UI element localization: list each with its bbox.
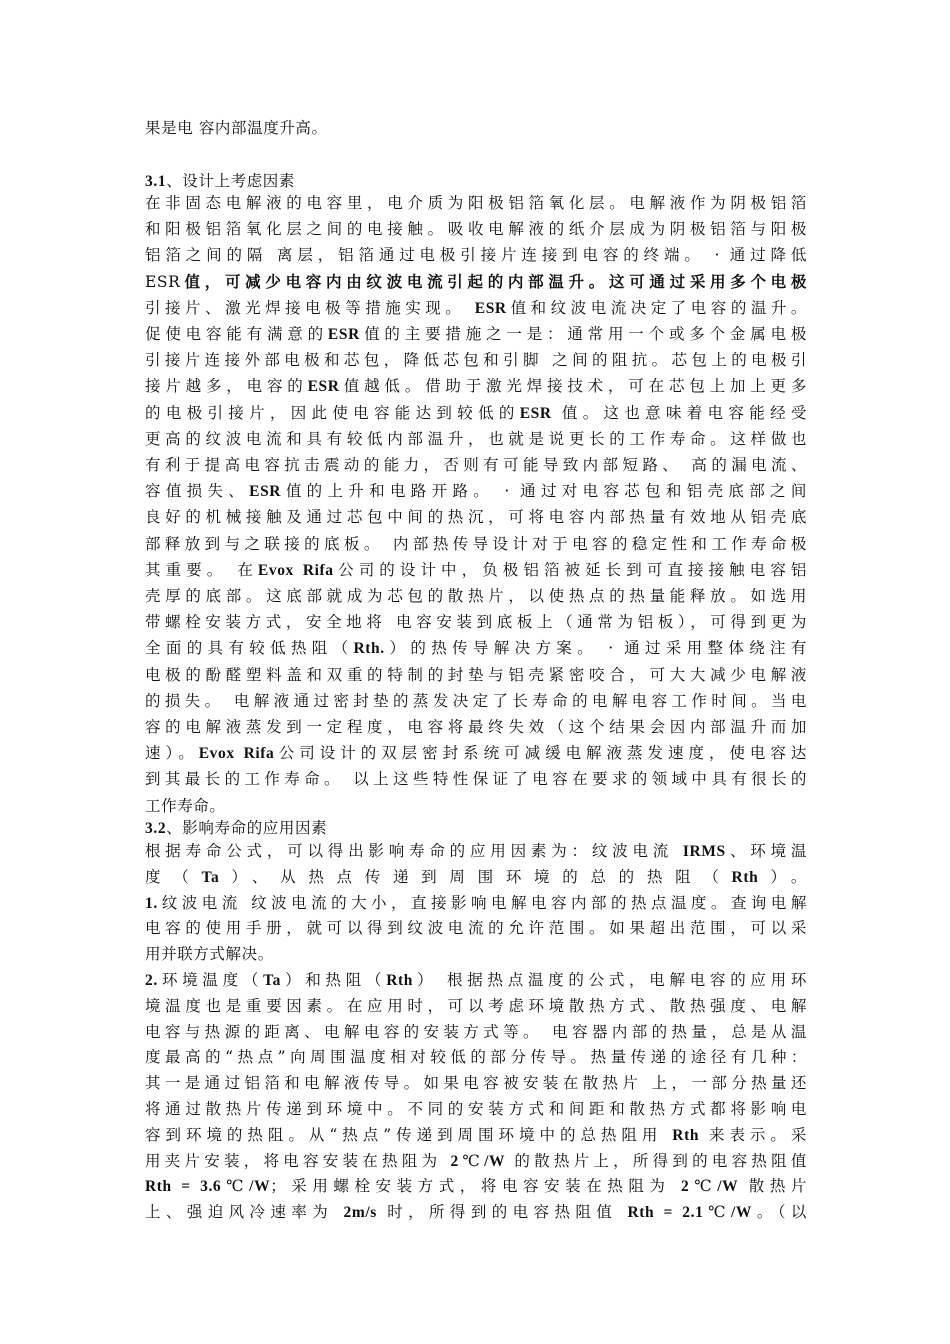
bold-term: Rth	[386, 972, 414, 989]
text-line	[145, 504, 807, 530]
text-run: 促使电容能有满意的	[145, 325, 328, 343]
text-run: 电容的使用手册，就可以得到纹波电流的允许范围。如果超出范围，可以采	[145, 919, 807, 938]
text-line	[145, 400, 807, 426]
text-line	[145, 321, 807, 347]
bold-term: /W	[717, 1178, 739, 1196]
bold-term: 1.	[145, 894, 158, 912]
bold-term: IRMS	[682, 843, 726, 860]
text-line	[145, 190, 807, 216]
text-line	[145, 662, 807, 688]
text-line	[145, 347, 807, 373]
text-run: 公司设计的双层密封系统可减缓电解液蒸发速度，使电容达	[274, 744, 807, 763]
text-run: 引接片连接外部电极和芯包，降低芯包和引脚 之间的阻抗。芯包上的电极引	[145, 351, 807, 370]
text-run: 其一是通过铝箔和电解液传导。如果电容被安装在散热片 上，一部分热量还	[145, 1074, 807, 1093]
text-run: 将通过散热片传递到环境中。不同的安装方式和间距和散热方式都将影响电	[145, 1100, 807, 1118]
text-run: 更高的纹波电流和具有较低内部温升，也就是说更长的工作寿命。这样做也	[145, 429, 807, 448]
text-run: 良好的机械接触及通过芯包中间的热沉，可将电容内部热量有效地从铝壳底	[145, 508, 807, 527]
bold-term: ESR	[519, 404, 552, 422]
text-run: 在非固态电解液的电容里，电介质为阳极铝箔氧化层。电解液作为阴极铝箔	[145, 194, 807, 212]
text-line	[145, 941, 807, 967]
text-line	[145, 216, 807, 242]
text-run: ℃	[689, 1177, 718, 1196]
text-line	[145, 452, 807, 478]
bold-term: ESR	[307, 378, 340, 396]
text-line	[145, 740, 807, 766]
text-run: 散热片	[738, 1177, 807, 1196]
bold-term: Rth	[672, 1126, 700, 1144]
section-title: 、影响寿命的应用因素	[166, 819, 328, 837]
text-run: 引接片、激光焊接电极等措施实现。	[145, 298, 475, 317]
text-run: 铝箔之间的隔 离层，铝箔通过电极引接片连接到电容的终端。 · 通过降低	[145, 246, 807, 265]
text-line	[145, 426, 807, 452]
text-run: 的散热片上，所得到的电容热阻值	[505, 1151, 807, 1170]
text-line	[145, 1096, 807, 1122]
text-run: 接片越多，电容的	[145, 377, 308, 396]
text-run: ）。	[758, 867, 808, 886]
text-line	[145, 478, 807, 504]
text-run: 容值损失、	[145, 482, 250, 501]
text-run: 来表示。采	[699, 1125, 807, 1144]
text-line	[145, 838, 807, 864]
bold-term: 2.	[145, 972, 158, 989]
text-run: 壳厚的底部。这底部就成为芯包的散热片，以使热点的热量能释放。如选用	[145, 587, 807, 605]
text-line	[145, 1173, 807, 1199]
text-line	[145, 864, 807, 890]
text-line	[145, 635, 807, 661]
text-run: 容到环境的热阻。从“热点”传递到周围环境中的总热阻用	[145, 1125, 673, 1144]
text-run: 、环境温	[725, 842, 807, 860]
bold-term: 2m/s	[343, 1204, 377, 1222]
text-line	[145, 373, 807, 399]
text-line	[145, 557, 807, 583]
section-number: 3.1	[145, 173, 167, 190]
section-number: 3.2	[145, 820, 167, 837]
text-run: 值和纹波电流决定了电容的温升。	[506, 298, 807, 317]
bold-term: Ta	[201, 868, 220, 886]
text-line	[145, 242, 807, 268]
text-run: 的损失。 电解液通过密封垫的蒸发决定了长寿命的电解电容工作时间。当电	[145, 691, 807, 710]
text-run: 全面的具有较低热阻（	[145, 639, 354, 658]
text-run: 到其最长的工作寿命。 以上这些特性保证了电容在要求的领域中具有很长的	[145, 770, 807, 789]
text-line	[145, 1044, 807, 1070]
text-run: 值。这也意味着电容能经受	[551, 403, 807, 422]
text-run: 上、强迫风冷速率为	[145, 1203, 344, 1222]
text-run: 值的上升和电路开路。 · 通过对电容芯包和铝壳底部之间	[281, 482, 807, 501]
text-line	[145, 583, 807, 609]
text-line	[145, 688, 807, 714]
text-run: 环境温度（	[157, 971, 264, 989]
text-line	[145, 1019, 807, 1045]
text-run: 时，所得到的电容热阻值	[376, 1203, 628, 1222]
bold-term: Rth	[731, 868, 759, 886]
bold-term: 2	[450, 1152, 459, 1170]
text-run: ℃	[703, 1203, 732, 1222]
text-line	[145, 714, 807, 740]
bold-term: Rth = 3.6	[145, 1178, 222, 1196]
bold-term: Rth.	[353, 640, 385, 658]
text-run: 果是电 容内部温度升高。	[145, 119, 328, 137]
text-line	[145, 295, 807, 321]
bold-term: Evox Rifa	[257, 561, 334, 579]
bold-term: /W	[249, 1178, 271, 1196]
text-run: ESR	[145, 272, 181, 291]
bold-term: ESR	[327, 326, 360, 343]
text-run: 根据寿命公式，可以得出影响寿命的应用因素为：纹波电流	[145, 842, 683, 860]
text-line	[145, 531, 807, 557]
text-line	[145, 1122, 807, 1148]
text-run: 的电极引接片，因此使电容能达到较低的	[145, 403, 520, 422]
text-run: 用并联方式解决。	[145, 945, 274, 964]
text-run: ℃	[221, 1177, 250, 1196]
text-run: 用夹片安装，将电容安装在热阻为	[145, 1151, 451, 1170]
text-run: 公司的设计中，负极铝箔被延长到可直接接触电容铝	[333, 560, 807, 579]
text-line	[145, 1148, 807, 1174]
bold-term: Evox Rifa	[198, 745, 275, 763]
text-run: ℃	[458, 1151, 485, 1170]
text-run: 值越低。借助于激光焊接技术，可在芯包上加上更多	[339, 377, 807, 396]
text-line	[145, 766, 807, 792]
text-line	[145, 993, 807, 1019]
text-run: 和阳极铝箔氧化层之间的电接触。吸收电解液的纸介层成为阴极铝箔与阳极	[145, 220, 807, 239]
text-run: 电极的酚醛塑料盖和双重的特制的封垫与铝壳紧密咬合，可大大减少电解液	[145, 665, 807, 684]
bold-term: Rth = 2.1	[627, 1204, 704, 1222]
text-run: ；采用螺栓安装方式，将电容安装在热阻为	[270, 1177, 681, 1196]
text-run: 其重要。 在	[145, 560, 258, 579]
text-run: 值的主要措施之一是：通常用一个或多个金属电极	[359, 325, 807, 343]
text-run: 境温度也是重要因素。在应用时，可以考虑环境散热方式、散热强度、电解	[145, 996, 807, 1015]
section-title: 、设计上考虑因素	[166, 172, 295, 190]
text-run: 容的电解液蒸发到一定程度，电容将最终失效（这个结果会因内部温升而加	[145, 718, 807, 736]
bold-term: /W	[731, 1204, 753, 1222]
bold-term: Ta	[263, 972, 281, 989]
text-line	[145, 609, 807, 635]
bold-term: /W	[484, 1152, 506, 1170]
text-line	[145, 915, 807, 941]
text-run: 度（	[145, 867, 202, 886]
text-run: 纹波电流 纹波电流的大小，直接影响电解电容内部的热点温度。查询电解	[157, 893, 807, 912]
text-line	[145, 1070, 807, 1096]
text-run: 有利于提高电容抗击震动的能力，否则有可能导致内部短路、 高的漏电流、	[145, 456, 807, 474]
text-line	[145, 890, 807, 916]
text-run: 度最高的“热点”向周围温度相对较低的部分传导。热量传递的途径有几种：	[145, 1048, 807, 1067]
text-run: 带螺栓安装方式，安全地将 电容安装到底板上（通常为铝板），可得到更为	[145, 613, 807, 632]
text-run: ）、从热点传递到周围环境的总的热阻（	[219, 867, 732, 886]
text-run: 电容与热源的距离、电解电容的安装方式等。 电容器内部的热量，总是从温	[145, 1022, 807, 1041]
text-run: ） 根据热点温度的公式，电解电容的应用环	[413, 971, 807, 989]
text-line	[145, 967, 807, 993]
text-run: 速）。	[145, 744, 199, 763]
text-line	[145, 115, 807, 141]
text-run: 部释放到与之联接的底板。 内部热传导设计对于电容的稳定性和工作寿命极	[145, 534, 807, 553]
bold-term: ESR	[474, 299, 507, 317]
text-run: 工作寿命。	[145, 796, 226, 815]
text-run: ）的热传导解决方案。 · 通过采用整体绕注有	[384, 639, 807, 658]
bold-term: 值，可减少电容内由纹波电流引起的内部温升。这可通过采用多个电极	[180, 273, 807, 291]
text-line	[145, 269, 807, 295]
text-run: ）和热阻（	[280, 971, 387, 989]
text-run: 。（以	[752, 1203, 807, 1222]
bold-term: 2	[681, 1178, 690, 1196]
text-line	[145, 1199, 807, 1225]
bold-term: ESR	[249, 483, 282, 501]
